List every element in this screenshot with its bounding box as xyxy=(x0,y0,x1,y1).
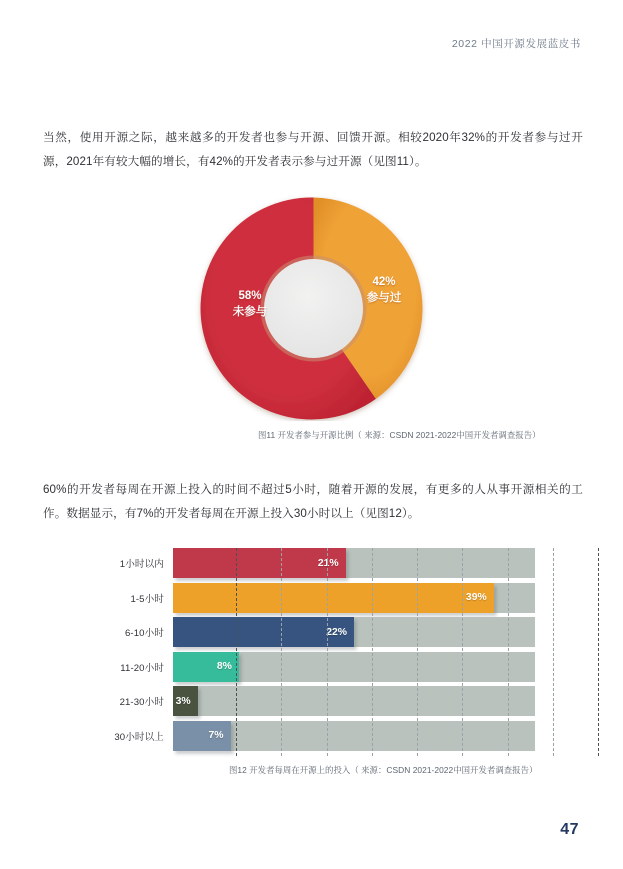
figure-12-caption: 图12 开发者每周在开源上的投入（ 来源：CSDN 2021-2022中国开发者调查报告） xyxy=(229,765,538,775)
bar-track xyxy=(173,686,535,716)
figure-12-bar-chart xyxy=(63,548,563,756)
figure-11-donut-chart xyxy=(193,196,434,421)
donut-label-participated xyxy=(343,274,425,307)
bar-category-label: 1小时以内 xyxy=(119,559,164,570)
donut-label-orange-name: 参与过 xyxy=(366,292,402,305)
bar-row xyxy=(63,548,563,578)
donut-label-red-name: 未参与 xyxy=(232,306,268,319)
bar-category-label: 21-30小时 xyxy=(119,697,164,709)
gridline-axis-right xyxy=(598,548,599,756)
donut-label-red-pct: 58% xyxy=(238,290,262,302)
bar-value-label: 22% xyxy=(326,626,347,638)
bar-category-label: 30小时以上 xyxy=(114,731,164,743)
bar-row xyxy=(63,686,563,716)
donut-label-not-participated xyxy=(207,288,293,321)
bar-value-label: 3% xyxy=(175,695,191,707)
bar-value-label: 21% xyxy=(317,557,339,569)
figure-11-caption: 图11 开发者参与开源比例（ 来源：CSDN 2021-2022中国开发者调查报告） xyxy=(258,430,541,440)
bar-fill xyxy=(173,686,198,716)
bar-row xyxy=(63,652,563,682)
bar-value-label: 8% xyxy=(216,661,232,673)
bar-category-label: 6-10小时 xyxy=(125,628,164,640)
bar-track xyxy=(173,548,535,578)
bar-row xyxy=(63,617,563,647)
bar-fill xyxy=(173,652,239,682)
bar-value-label: 39% xyxy=(465,592,487,604)
paragraph-2: 60%的开发者每周在开源上投入的时间不超过5小时，随着开源的发展，有更多的人从事开源相关的工作。数据显示，有7%的开发者每周在开源上投入30小时以上（见图12）。 xyxy=(43,483,583,520)
bar-fill xyxy=(173,548,346,578)
bar-track xyxy=(173,652,535,682)
bar-category-label: 11-20小时 xyxy=(120,662,164,674)
bar-fill xyxy=(173,721,231,751)
paragraph-1: 当然，使用开源之际，越来越多的开发者也参与开源、回馈开源。相较2020年32%的开发者参与过开源，2021年有较大幅的增长，有42%的开发者表示参与过开源（见图11）。 xyxy=(43,131,583,168)
bar-row xyxy=(63,721,563,751)
bar-row xyxy=(63,583,563,613)
page-number: 47 xyxy=(560,821,579,838)
running-header: 2022 中国开源发展蓝皮书 xyxy=(451,38,581,50)
bar-track xyxy=(173,617,535,647)
bar-value-label: 7% xyxy=(208,730,224,742)
bar-track xyxy=(173,583,535,613)
bar-track xyxy=(173,721,535,751)
bar-fill xyxy=(173,617,354,647)
bar-category-label: 1-5小时 xyxy=(130,593,164,605)
bar-fill xyxy=(173,583,494,613)
donut-label-orange-pct: 42% xyxy=(372,276,396,288)
